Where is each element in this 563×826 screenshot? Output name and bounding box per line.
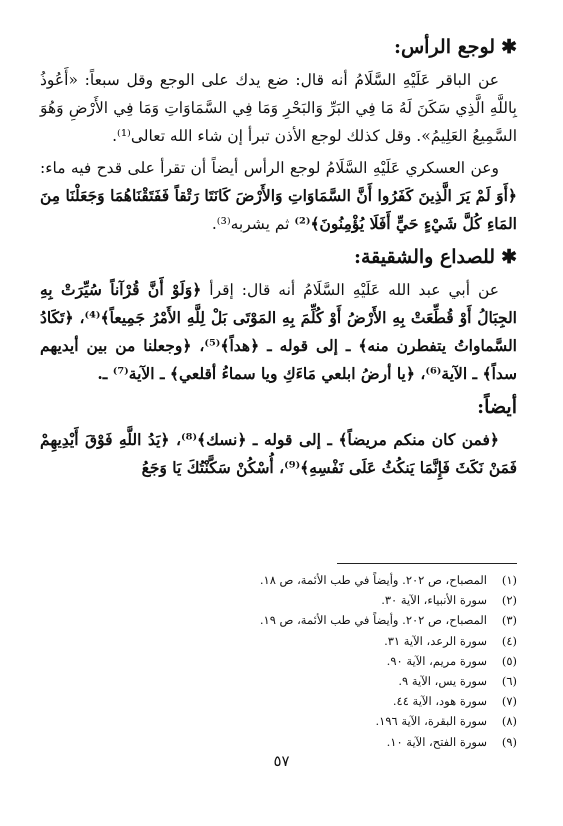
star-bullet-icon: ✱ xyxy=(501,36,517,58)
quran-verses: ﴿وَلَوْ أَنَّ قُرْآناً سُيِّرَتْ بِهِ الجِبَالُ أَوْ قُطِّعَتْ بِهِ الأَرْضُ أَوْ كُلِّمَ بِهِ المَوْتَى بَلْ لِلَّهِ الأَمْرُ جَمِيعاً﴾⁽⁴⁾، ﴿تَكَادُ السَّماواتُ يتفطرن منه﴾ ـ إلى قوله ـ ﴿هداً﴾⁽⁵⁾، ﴿وجعلنا من بين أيديهم سداً﴾ ـ الآية⁽⁶⁾، ﴿يا أرضُ ابلعي مَاءَكِ ويا سماءُ أقلعي﴾ ـ الآية⁽⁷⁾ ـ. xyxy=(40,280,517,383)
footnote: (٣) المصباح، ص ٢٠٢. وأيضاً في طب الأئمة، ص ١٩. xyxy=(259,613,517,628)
footnote: (٦) سورة يس، الآية ٩. xyxy=(398,674,517,689)
footnote: (٢) سورة الأنبياء، الآية ٣٠. xyxy=(381,593,517,608)
section-heading-headache: ✱لوجع الرأس: xyxy=(393,36,517,58)
paragraph-verses-also: ﴿فمن كان منكم مريضاً﴾ ـ إلى قوله ـ ﴿نسك﴾⁽⁸⁾، ﴿يَدُ اللَّهِ فَوْقَ أَيْدِيهِمْ فَمَنْ نَكَثَ فَإِنَّمَا يَنكُثُ عَلَى نَفْسِهِ﴾⁽⁹⁾، أُسْكُنْ سَكَّنْتُكَ يَا وَجَعُ xyxy=(40,430,517,477)
footnote: (٩) سورة الفتح، الآية ١٠. xyxy=(386,734,517,749)
page-number: ٥٧ xyxy=(273,752,290,770)
footnote: (٤) سورة الرعد، الآية ٣١. xyxy=(384,633,517,648)
star-bullet-icon: ✱ xyxy=(501,246,517,268)
footnotes-list xyxy=(217,570,517,752)
footnote: (٧) سورة هود، الآية ٤٤. xyxy=(392,694,517,709)
paragraph-abi-abdullah: عن أبي عبد الله عَلَيْهِ السَّلَامُ أنه قال: إقرأ ﴿وَلَوْ أَنَّ قُرْآناً سُيِّرَتْ بِهِ الجِبَالُ أَوْ قُطِّعَتْ بِهِ الأَرْضُ أَوْ كُلِّمَ بِهِ المَوْتَى بَلْ لِلَّهِ الأَمْرُ جَمِيعاً﴾⁽⁴⁾، ﴿تَكَادُ السَّماواتُ يتفطرن منه﴾ ـ إلى قوله ـ ﴿هداً﴾⁽⁵⁾، ﴿وجعلنا من بين أيديهم سداً﴾ ـ الآية⁽⁶⁾، ﴿يا أرضُ ابلعي مَاءَكِ ويا سماءُ أقلعي﴾ ـ الآية⁽⁷⁾ ـ. xyxy=(40,280,517,383)
paragraph-askari: وعن العسكري عَلَيْهِ السَّلَامُ لوجع الرأس أيضاً أن تقرأ على قدح فيه ماء: ﴿أَوَ لَمْ يَرَ الَّذِينَ كَفَرُوا أَنَّ السَّمَاوَاتِ وَالأَرْضَ كَانَتَا رَتْقاً فَفَتَقْنَاهُمَا وَجَعَلْنَا مِنَ المَاءِ كُلَّ شَيْءٍ حَيٍّ أَفَلَا يُؤْمِنُونَ﴾⁽²⁾ ثم يشربه⁽³⁾. xyxy=(40,159,517,233)
footnote-divider xyxy=(337,563,517,564)
section-heading-migraine: ✱للصداع والشقيقة: xyxy=(353,246,517,268)
footnote: (٨) سورة البقرة، الآية ١٩٦. xyxy=(375,714,517,729)
footnote: (١) المصباح، ص ٢٠٢. وأيضاً في طب الأئمة، ص ١٨. xyxy=(259,573,517,587)
section-heading-also: أيضاً: xyxy=(477,396,517,418)
paragraph-baqir: عن الباقر عَلَيْهِ السَّلَامُ أنه قال: ضع يدك على الوجع وقل سبعاً: «أَعُوذُ بِاللَّهِ الَّذِي سَكَنَ لَهُ مَا فِي البَرِّ وَالبَحْرِ وَمَا فِي السَّمَاوَاتِ وَمَا فِي الأَرْضِ وَهُوَ السَّمِيعُ العَلِيمُ». وقل كذلك لوجع الأذن تبرأ إن شاء الله تعالى⁽¹⁾. xyxy=(40,71,517,145)
footnote: (٥) سورة مريم، الآية ٩٠. xyxy=(386,653,517,668)
quran-verse: ﴿أَوَ لَمْ يَرَ الَّذِينَ كَفَرُوا أَنَّ السَّمَاوَاتِ وَالأَرْضَ كَانَتَا رَتْقاً فَفَتَقْنَاهُمَا وَجَعَلْنَا مِنَ المَاءِ كُلَّ شَيْءٍ حَيٍّ أَفَلَا يُؤْمِنُونَ﴾⁽²⁾ xyxy=(40,186,517,233)
